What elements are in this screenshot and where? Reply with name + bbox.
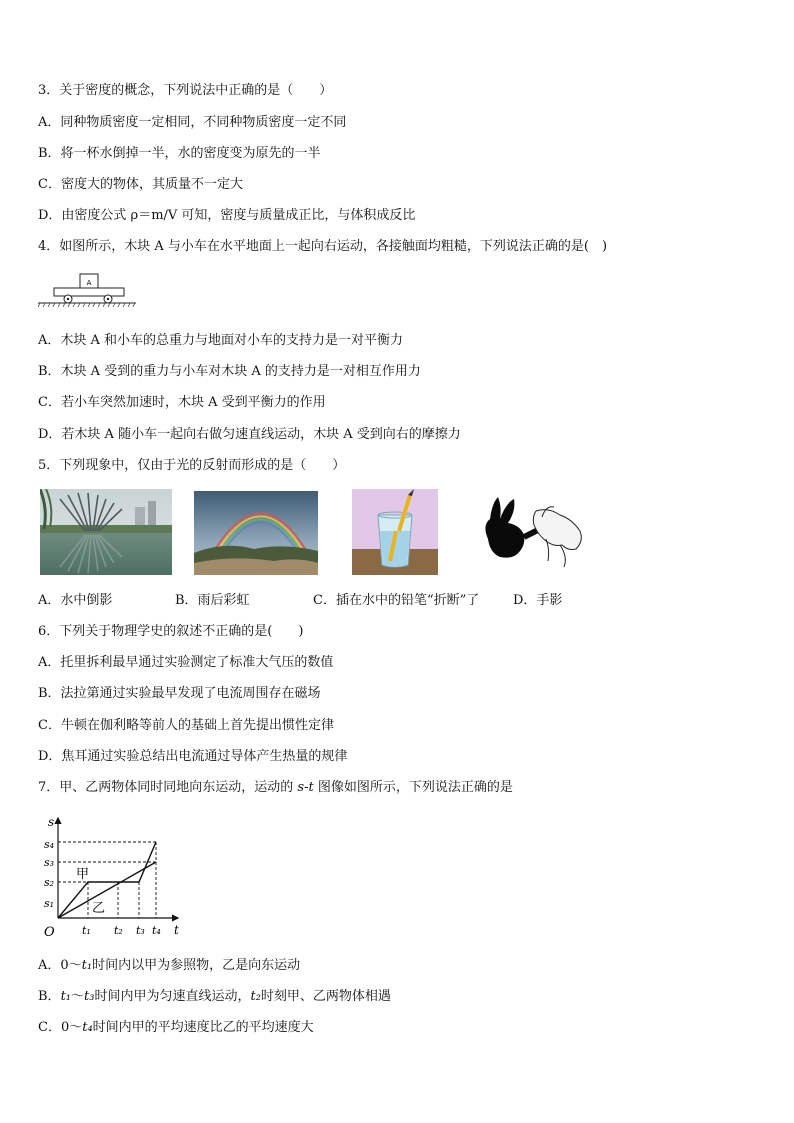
q5-option-b: B．雨后彩虹 (175, 593, 250, 608)
q5-option-a: A．水中倒影 (38, 593, 113, 608)
y-tick-s2: s₂ (44, 876, 55, 889)
y-axis-label: s (48, 815, 55, 829)
q5-stem: 5．下列现象中，仅由于光的反射而形成的是（ ） (38, 458, 346, 473)
y-tick-s3: s₃ (44, 856, 55, 869)
cart-block-figure (38, 270, 138, 312)
q4-option-a: A．木块 A 和小车的总重力与地面对小车的支持力是一对平衡力 (38, 333, 404, 348)
series-jia-line (58, 842, 156, 918)
series-yi-line (58, 862, 156, 918)
block-a-label: A (86, 279, 92, 287)
s-t-graph (38, 812, 188, 942)
q3-option-a: A．同种物质密度一定相同，不同种物质密度一定不同 (38, 115, 347, 130)
x-tick-t3: t₃ (136, 924, 145, 937)
q6-stem: 6．下列关于物理学史的叙述不正确的是( ) (38, 624, 304, 639)
y-tick-s4: s₄ (44, 838, 55, 851)
reflection-photo (40, 489, 172, 575)
q3-option-b: B．将一杯水倒掉一半，水的密度变为原先的一半 (38, 146, 321, 161)
rainbow-photo (194, 491, 318, 575)
q3-stem: 3．关于密度的概念，下列说法中正确的是（ ） (38, 83, 333, 98)
q7-option-b: B．t₁～t₃时间内甲为匀速直线运动，t₂时刻甲、乙两物体相遇 (38, 989, 391, 1004)
q4-option-b: B．木块 A 受到的重力与小车对木块 A 的支持力是一对相互作用力 (38, 364, 421, 379)
q7-stem: 7．甲、乙两物体同时同地向东运动，运动的 s-t 图像如图所示，下列说法正确的是 (38, 780, 513, 795)
x-tick-t4: t₄ (152, 924, 161, 937)
q6-option-c: C．牛顿在伽利略等前人的基础上首先提出惯性定律 (38, 718, 334, 733)
label-yi: 乙 (92, 901, 106, 916)
pencil-in-water-photo (352, 489, 438, 575)
q6-option-d: D．焦耳通过实验总结出电流通过导体产生热量的规律 (38, 749, 348, 764)
label-jia: 甲 (76, 867, 90, 882)
x-tick-t2: t₂ (114, 924, 123, 937)
q3-option-d: D．由密度公式 ρ＝m/V 可知，密度与质量成正比，与体积成反比 (38, 208, 416, 223)
q7-option-c: C．0～t₄时间内甲的平均速度比乙的平均速度大 (38, 1020, 314, 1035)
q5-option-c: C．插在水中的铅笔“折断”了 (313, 593, 480, 608)
x-axis-label: t (174, 923, 179, 937)
q4-option-c: C．若小车突然加速时，木块 A 受到平衡力的作用 (38, 395, 326, 410)
q4-stem: 4．如图所示，木块 A 与小车在水平地面上一起向右运动，各接触面均粗糙，下列说法正确的是( ) (38, 239, 608, 254)
origin-label: O (44, 925, 55, 940)
hand-shadow-photo (476, 489, 588, 575)
q6-option-a: A．托里拆利最早通过实验测定了标准大气压的数值 (38, 655, 334, 670)
q4-option-d: D．若木块 A 随小车一起向右做匀速直线运动，木块 A 受到向右的摩擦力 (38, 427, 461, 442)
q5-option-d: D．手影 (513, 593, 563, 608)
y-tick-s1: s₁ (44, 897, 55, 910)
q6-option-b: B．法拉第通过实验最早发现了电流周围存在磁场 (38, 686, 321, 701)
q7-option-a: A．0～t₁时间内以甲为参照物，乙是向东运动 (38, 958, 301, 973)
x-tick-t1: t₁ (82, 924, 91, 937)
q3-option-c: C．密度大的物体，其质量不一定大 (38, 177, 243, 192)
